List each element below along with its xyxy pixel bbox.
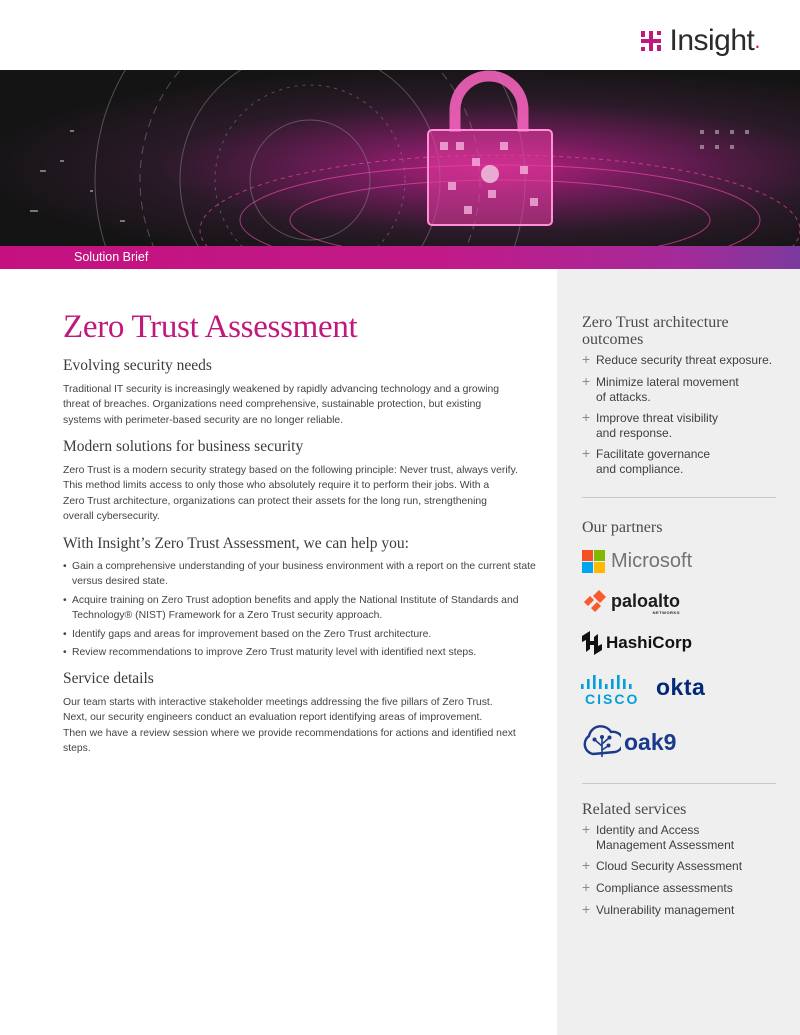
hashicorp-wordmark: HashiCorp xyxy=(606,633,692,652)
insight-logo-icon xyxy=(639,29,663,53)
outcomes-heading xyxy=(582,314,729,348)
hashicorp-icon xyxy=(581,631,603,655)
section-body-service xyxy=(63,695,543,756)
paloalto-icon xyxy=(582,590,608,612)
divider xyxy=(582,497,776,498)
microsoft-logo xyxy=(582,550,692,573)
bullet-icon: • xyxy=(63,647,67,659)
paloalto-logo xyxy=(582,590,681,615)
padlock-illustration xyxy=(0,70,800,246)
list-item-text: Reduce security threat exposure. xyxy=(596,353,773,367)
body-line: systems with perimeter-based security are no longer reliable. xyxy=(63,414,344,426)
section-body-modern xyxy=(63,463,543,524)
divider xyxy=(582,783,776,784)
body-line: Zero Trust architecture, organizations can protect their assets for the long run, strengthening xyxy=(63,495,487,507)
list-item-text: Gain a comprehensive understanding of your business environment with a report on the current state versus desired state. xyxy=(72,561,536,588)
outcomes-heading-line: Zero Trust architecture xyxy=(582,314,729,331)
list-item xyxy=(582,881,782,896)
plus-icon: + xyxy=(582,373,591,389)
hero-banner xyxy=(0,70,800,246)
brand-name: Insight xyxy=(669,24,755,57)
list-item xyxy=(63,627,543,642)
body-line: Next, our security engineers conduct an evaluation report identifying areas of improvement. xyxy=(63,712,483,724)
list-item-text: Improve threat visibility xyxy=(596,411,719,425)
section-heading-service: Service details xyxy=(63,670,154,687)
list-item-text: and response. xyxy=(596,425,673,440)
page-header xyxy=(0,0,800,70)
list-item xyxy=(582,859,782,874)
oak9-wordmark: oak9 xyxy=(624,728,677,755)
list-item xyxy=(582,823,782,852)
partners-heading: Our partners xyxy=(582,519,663,536)
list-item-text: Minimize lateral movement xyxy=(596,375,739,389)
hashicorp-logo xyxy=(581,631,692,655)
list-item-text: Review recommendations to improve Zero Trust maturity level with identified next steps. xyxy=(72,647,477,659)
list-item-text: Facilitate governance xyxy=(596,447,711,461)
list-item-text: Identify gaps and areas for improvement based on the Zero Trust architecture. xyxy=(72,628,432,640)
list-item-text: and compliance. xyxy=(596,461,684,476)
related-heading: Related services xyxy=(582,801,687,818)
cisco-bars-icon xyxy=(581,675,637,691)
outcomes-heading-line: outcomes xyxy=(582,331,644,348)
paloalto-text: paloalto xyxy=(611,590,681,611)
list-item xyxy=(63,559,543,590)
oak9-tree-icon xyxy=(583,724,621,760)
bullet-icon: • xyxy=(63,628,67,640)
list-item xyxy=(582,375,782,404)
cisco-logo xyxy=(581,675,640,707)
list-item xyxy=(582,903,782,918)
plus-icon: + xyxy=(582,901,591,917)
list-item-text: of attacks. xyxy=(596,389,651,404)
list-item xyxy=(582,447,782,476)
list-item-text: Compliance assessments xyxy=(596,881,733,895)
plus-icon: + xyxy=(582,351,591,367)
list-item-text: Cloud Security Assessment xyxy=(596,859,743,873)
list-item xyxy=(582,353,782,368)
body-line: overall cybersecurity. xyxy=(63,510,160,522)
ribbon-label: Solution Brief xyxy=(74,250,149,264)
section-heading-modern: Modern solutions for business security xyxy=(63,438,304,455)
help-bullet-list xyxy=(63,559,543,664)
microsoft-wordmark: Microsoft xyxy=(611,550,693,572)
plus-icon: + xyxy=(582,445,591,461)
plus-icon: + xyxy=(582,409,591,425)
microsoft-icon xyxy=(582,550,605,573)
sidebar xyxy=(557,269,800,1035)
section-heading-help: With Insight’s Zero Trust Assessment, we can help you: xyxy=(63,535,409,552)
cisco-wordmark: CISCO xyxy=(585,691,640,707)
plus-icon: + xyxy=(582,821,591,837)
page-title: Zero Trust Assessment xyxy=(63,309,358,345)
body-line: Our team starts with interactive stakeholder meetings addressing the five pillars of Zero Trust. xyxy=(63,697,493,708)
okta-wordmark: okta xyxy=(656,674,706,700)
solution-brief-ribbon xyxy=(0,246,800,269)
list-item xyxy=(63,645,543,660)
bullet-icon: • xyxy=(63,594,67,606)
section-heading-evolving: Evolving security needs xyxy=(63,357,212,374)
body-line: Traditional IT security is increasingly weakened by rapidly advancing technology and a growing xyxy=(63,384,500,395)
section-body-evolving xyxy=(63,382,543,428)
body-line: This method limits access to only those who absolutely require it to perform their jobs. With a xyxy=(63,480,490,492)
list-item-text: Acquire training on Zero Trust adoption benefits and apply the National Institute of Standards and Technology® (NIST) Framework for a Zero Trust security approach. xyxy=(72,594,519,622)
list-item-text: Identity and Access xyxy=(596,823,700,837)
paloalto-sub: NETWORKS xyxy=(652,609,681,615)
list-item xyxy=(63,593,543,624)
plus-icon: + xyxy=(582,857,591,873)
list-item-text: Management Assessment xyxy=(596,837,735,852)
bullet-icon: • xyxy=(63,561,67,572)
oak9-logo xyxy=(583,724,676,760)
brand-dot: . xyxy=(754,28,760,53)
body-line: threat of breaches. Organizations need comprehensive, sustainable protection, but existing xyxy=(63,399,482,411)
list-item-text: Vulnerability management xyxy=(596,903,735,917)
list-item xyxy=(582,411,782,440)
plus-icon: + xyxy=(582,879,591,895)
insight-logo xyxy=(639,24,760,58)
body-line: Zero Trust is a modern security strategy based on the following principle: Never trust, always verify. xyxy=(63,465,518,476)
body-line: Then we have a review session where we provide recommendations for actions and identified next steps. xyxy=(63,727,516,754)
paloalto-wordmark xyxy=(611,590,681,615)
